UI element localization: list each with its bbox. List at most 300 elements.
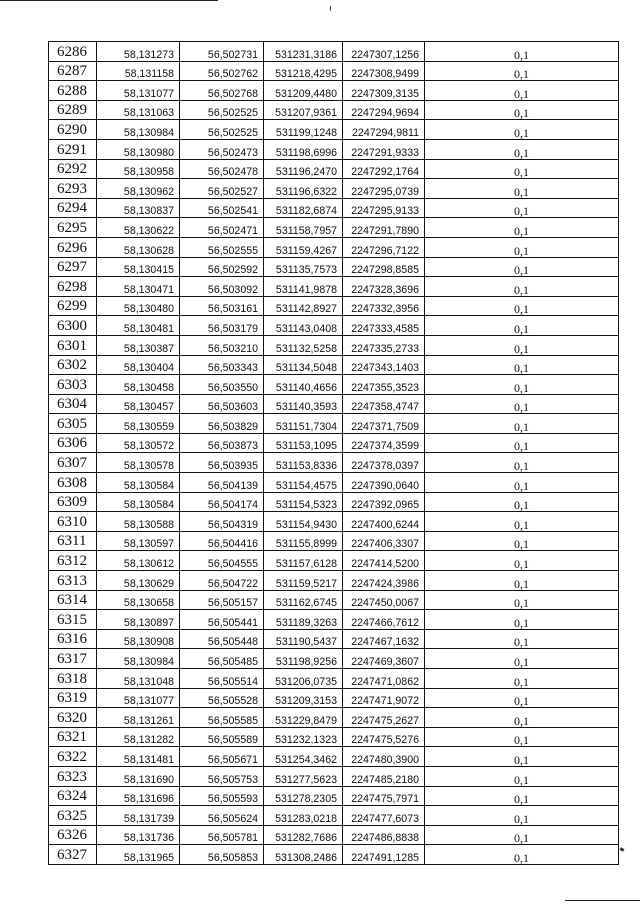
latitude-cell: 58,130578: [97, 453, 180, 473]
y-coordinate-cell: 2247480,3900: [343, 747, 425, 767]
longitude-cell: 56,502768: [180, 81, 264, 101]
latitude-cell: 58,130962: [97, 179, 180, 199]
longitude-cell: 56,505528: [180, 688, 264, 708]
point-number-cell: 6299: [49, 296, 97, 316]
accuracy-cell: 0,1: [425, 120, 619, 140]
latitude-cell: 58,130481: [97, 316, 180, 336]
accuracy-cell: 0,1: [425, 218, 619, 238]
y-coordinate-cell: 2247471,9072: [343, 688, 425, 708]
accuracy-cell: 0,1: [425, 629, 619, 649]
latitude-cell: 58,130597: [97, 531, 180, 551]
longitude-cell: 56,504555: [180, 551, 264, 571]
top-tick-mark: [330, 6, 331, 11]
point-number-cell: 6292: [49, 159, 97, 179]
table-row: [49, 825, 619, 845]
point-number-cell: 6312: [49, 551, 97, 571]
table-row: [49, 414, 619, 434]
y-coordinate-cell: 2247295,0739: [343, 179, 425, 199]
x-coordinate-cell: 531196,2470: [264, 159, 343, 179]
y-coordinate-cell: 2247308,9499: [343, 61, 425, 81]
x-coordinate-cell: 531140,3593: [264, 394, 343, 414]
latitude-cell: 58,131690: [97, 766, 180, 786]
latitude-cell: 58,131077: [97, 81, 180, 101]
accuracy-cell: 0,1: [425, 277, 619, 297]
point-number-cell: 6318: [49, 669, 97, 689]
point-number-cell: 6294: [49, 198, 97, 218]
latitude-cell: 58,130837: [97, 198, 180, 218]
x-coordinate-cell: 531162,6745: [264, 590, 343, 610]
y-coordinate-cell: 2247291,9333: [343, 139, 425, 159]
latitude-cell: 58,131077: [97, 688, 180, 708]
y-coordinate-cell: 2247343,1403: [343, 355, 425, 375]
y-coordinate-cell: 2247378,0397: [343, 453, 425, 473]
point-number-cell: 6322: [49, 747, 97, 767]
accuracy-cell: 0,1: [425, 610, 619, 630]
x-coordinate-cell: 531154,4575: [264, 473, 343, 493]
y-coordinate-cell: 2247332,3956: [343, 296, 425, 316]
table-row: [49, 708, 619, 728]
y-coordinate-cell: 2247296,7122: [343, 237, 425, 257]
accuracy-cell: 0,1: [425, 825, 619, 845]
accuracy-cell: 0,1: [425, 727, 619, 747]
point-number-cell: 6326: [49, 825, 97, 845]
y-coordinate-cell: 2247467,1632: [343, 629, 425, 649]
table-row: [49, 335, 619, 355]
point-number-cell: 6316: [49, 629, 97, 649]
latitude-cell: 58,130584: [97, 473, 180, 493]
latitude-cell: 58,130897: [97, 610, 180, 630]
x-coordinate-cell: 531154,9430: [264, 512, 343, 532]
longitude-cell: 56,505753: [180, 766, 264, 786]
y-coordinate-cell: 2247294,9694: [343, 100, 425, 120]
point-number-cell: 6301: [49, 335, 97, 355]
accuracy-cell: 0,1: [425, 845, 619, 865]
longitude-cell: 56,504416: [180, 531, 264, 551]
accuracy-cell: 0,1: [425, 453, 619, 473]
x-coordinate-cell: 531190,5437: [264, 629, 343, 649]
longitude-cell: 56,502525: [180, 120, 264, 140]
accuracy-cell: 0,1: [425, 492, 619, 512]
latitude-cell: 58,130572: [97, 433, 180, 453]
longitude-cell: 56,502478: [180, 159, 264, 179]
x-coordinate-cell: 531277,5623: [264, 766, 343, 786]
accuracy-cell: 0,1: [425, 296, 619, 316]
table-row: [49, 571, 619, 591]
latitude-cell: 58,130628: [97, 237, 180, 257]
accuracy-cell: 0,1: [425, 139, 619, 159]
point-number-cell: 6302: [49, 355, 97, 375]
x-coordinate-cell: 531157,6128: [264, 551, 343, 571]
point-number-cell: 6315: [49, 610, 97, 630]
accuracy-cell: 0,1: [425, 100, 619, 120]
point-number-cell: 6289: [49, 100, 97, 120]
latitude-cell: 58,130622: [97, 218, 180, 238]
table-row: [49, 355, 619, 375]
point-number-cell: 6308: [49, 473, 97, 493]
longitude-cell: 56,504174: [180, 492, 264, 512]
table-row: [49, 81, 619, 101]
x-coordinate-cell: 531159,5217: [264, 571, 343, 591]
accuracy-cell: 0,1: [425, 433, 619, 453]
accuracy-cell: 0,1: [425, 316, 619, 336]
accuracy-cell: 0,1: [425, 198, 619, 218]
y-coordinate-cell: 2247371,7509: [343, 414, 425, 434]
latitude-cell: 58,131282: [97, 727, 180, 747]
latitude-cell: 58,131158: [97, 61, 180, 81]
point-number-cell: 6324: [49, 786, 97, 806]
y-coordinate-cell: 2247309,3135: [343, 81, 425, 101]
latitude-cell: 58,131965: [97, 845, 180, 865]
latitude-cell: 58,130658: [97, 590, 180, 610]
table-row: [49, 806, 619, 826]
longitude-cell: 56,502541: [180, 198, 264, 218]
accuracy-cell: 0,1: [425, 669, 619, 689]
point-number-cell: 6296: [49, 237, 97, 257]
latitude-cell: 58,130415: [97, 257, 180, 277]
point-number-cell: 6319: [49, 688, 97, 708]
latitude-cell: 58,130984: [97, 649, 180, 669]
x-coordinate-cell: 531206,0735: [264, 669, 343, 689]
table-row: [49, 590, 619, 610]
longitude-cell: 56,502762: [180, 61, 264, 81]
y-coordinate-cell: 2247294,9811: [343, 120, 425, 140]
table-row: [49, 649, 619, 669]
y-coordinate-cell: 2247307,1256: [343, 42, 425, 62]
point-number-cell: 6325: [49, 806, 97, 826]
x-coordinate-cell: 531134,5048: [264, 355, 343, 375]
accuracy-cell: 0,1: [425, 766, 619, 786]
point-number-cell: 6323: [49, 766, 97, 786]
accuracy-cell: 0,1: [425, 179, 619, 199]
x-coordinate-cell: 531142,8927: [264, 296, 343, 316]
x-coordinate-cell: 531154,5323: [264, 492, 343, 512]
accuracy-cell: 0,1: [425, 42, 619, 62]
longitude-cell: 56,502471: [180, 218, 264, 238]
y-coordinate-cell: 2247358,4747: [343, 394, 425, 414]
latitude-cell: 58,131739: [97, 806, 180, 826]
latitude-cell: 58,131063: [97, 100, 180, 120]
table-row: [49, 394, 619, 414]
coordinates-table: [48, 41, 619, 865]
latitude-cell: 58,130958: [97, 159, 180, 179]
point-number-cell: 6286: [49, 42, 97, 62]
longitude-cell: 56,503829: [180, 414, 264, 434]
accuracy-cell: 0,1: [425, 512, 619, 532]
y-coordinate-cell: 2247400,6244: [343, 512, 425, 532]
longitude-cell: 56,503179: [180, 316, 264, 336]
longitude-cell: 56,505593: [180, 786, 264, 806]
point-number-cell: 6297: [49, 257, 97, 277]
y-coordinate-cell: 2247475,5276: [343, 727, 425, 747]
latitude-cell: 58,131261: [97, 708, 180, 728]
point-number-cell: 6291: [49, 139, 97, 159]
longitude-cell: 56,503343: [180, 355, 264, 375]
x-coordinate-cell: 531143,0408: [264, 316, 343, 336]
latitude-cell: 58,130584: [97, 492, 180, 512]
y-coordinate-cell: 2247392,0965: [343, 492, 425, 512]
accuracy-cell: 0,1: [425, 335, 619, 355]
y-coordinate-cell: 2247295,9133: [343, 198, 425, 218]
point-number-cell: 6317: [49, 649, 97, 669]
longitude-cell: 56,503935: [180, 453, 264, 473]
x-coordinate-cell: 531198,6996: [264, 139, 343, 159]
table-row: [49, 473, 619, 493]
point-number-cell: 6313: [49, 571, 97, 591]
accuracy-cell: 0,1: [425, 688, 619, 708]
table-row: [49, 277, 619, 297]
x-coordinate-cell: 531135,7573: [264, 257, 343, 277]
point-number-cell: 6288: [49, 81, 97, 101]
x-coordinate-cell: 531218,4295: [264, 61, 343, 81]
coordinates-table-body: [49, 42, 619, 865]
accuracy-cell: 0,1: [425, 551, 619, 571]
x-coordinate-cell: 531232,1323: [264, 727, 343, 747]
y-coordinate-cell: 2247475,2627: [343, 708, 425, 728]
y-coordinate-cell: 2247298,8585: [343, 257, 425, 277]
x-coordinate-cell: 531151,7304: [264, 414, 343, 434]
accuracy-cell: 0,1: [425, 414, 619, 434]
y-coordinate-cell: 2247469,3607: [343, 649, 425, 669]
point-number-cell: 6298: [49, 277, 97, 297]
longitude-cell: 56,503550: [180, 375, 264, 395]
accuracy-cell: 0,1: [425, 590, 619, 610]
longitude-cell: 56,505585: [180, 708, 264, 728]
longitude-cell: 56,505671: [180, 747, 264, 767]
longitude-cell: 56,503603: [180, 394, 264, 414]
table-row: [49, 316, 619, 336]
point-number-cell: 6287: [49, 61, 97, 81]
accuracy-cell: 0,1: [425, 747, 619, 767]
accuracy-cell: 0,1: [425, 531, 619, 551]
latitude-cell: 58,131273: [97, 42, 180, 62]
x-coordinate-cell: 531282,7686: [264, 825, 343, 845]
y-coordinate-cell: 2247475,7971: [343, 786, 425, 806]
y-coordinate-cell: 2247450,0067: [343, 590, 425, 610]
accuracy-cell: 0,1: [425, 257, 619, 277]
accuracy-cell: 0,1: [425, 571, 619, 591]
x-coordinate-cell: 531198,9256: [264, 649, 343, 669]
accuracy-cell: 0,1: [425, 649, 619, 669]
table-row: [49, 100, 619, 120]
latitude-cell: 58,130984: [97, 120, 180, 140]
x-coordinate-cell: 531155,8999: [264, 531, 343, 551]
point-number-cell: 6307: [49, 453, 97, 473]
x-coordinate-cell: 531182,6874: [264, 198, 343, 218]
latitude-cell: 58,130387: [97, 335, 180, 355]
point-number-cell: 6310: [49, 512, 97, 532]
y-coordinate-cell: 2247414,5200: [343, 551, 425, 571]
latitude-cell: 58,130629: [97, 571, 180, 591]
y-coordinate-cell: 2247466,7612: [343, 610, 425, 630]
table-row: [49, 531, 619, 551]
point-number-cell: 6306: [49, 433, 97, 453]
top-rule: [0, 0, 218, 1]
longitude-cell: 56,505448: [180, 629, 264, 649]
latitude-cell: 58,131696: [97, 786, 180, 806]
x-coordinate-cell: 531189,3263: [264, 610, 343, 630]
x-coordinate-cell: 531209,3153: [264, 688, 343, 708]
table-row: [49, 766, 619, 786]
table-row: [49, 688, 619, 708]
accuracy-cell: 0,1: [425, 159, 619, 179]
table-row: [49, 218, 619, 238]
x-coordinate-cell: 531159,4267: [264, 237, 343, 257]
latitude-cell: 58,131736: [97, 825, 180, 845]
x-coordinate-cell: 531141,9878: [264, 277, 343, 297]
y-coordinate-cell: 2247406,3307: [343, 531, 425, 551]
table-row: [49, 845, 619, 865]
y-coordinate-cell: 2247355,3523: [343, 375, 425, 395]
table-row: [49, 42, 619, 62]
table-row: [49, 629, 619, 649]
table-row: [49, 433, 619, 453]
point-number-cell: 6321: [49, 727, 97, 747]
latitude-cell: 58,130559: [97, 414, 180, 434]
bottom-rule: [565, 900, 640, 901]
latitude-cell: 58,130480: [97, 296, 180, 316]
latitude-cell: 58,130458: [97, 375, 180, 395]
longitude-cell: 56,502555: [180, 237, 264, 257]
x-coordinate-cell: 531158,7957: [264, 218, 343, 238]
y-coordinate-cell: 2247485,2180: [343, 766, 425, 786]
y-coordinate-cell: 2247292,1764: [343, 159, 425, 179]
y-coordinate-cell: 2247477,6073: [343, 806, 425, 826]
table-row: [49, 179, 619, 199]
accuracy-cell: 0,1: [425, 786, 619, 806]
longitude-cell: 56,505485: [180, 649, 264, 669]
table-row: [49, 453, 619, 473]
table-row: [49, 139, 619, 159]
x-coordinate-cell: 531308,2486: [264, 845, 343, 865]
accuracy-cell: 0,1: [425, 237, 619, 257]
longitude-cell: 56,505853: [180, 845, 264, 865]
latitude-cell: 58,130980: [97, 139, 180, 159]
longitude-cell: 56,503092: [180, 277, 264, 297]
y-coordinate-cell: 2247374,3599: [343, 433, 425, 453]
point-number-cell: 6293: [49, 179, 97, 199]
y-coordinate-cell: 2247333,4585: [343, 316, 425, 336]
accuracy-cell: 0,1: [425, 355, 619, 375]
table-row: [49, 120, 619, 140]
y-coordinate-cell: 2247335,2733: [343, 335, 425, 355]
table-row: [49, 257, 619, 277]
x-coordinate-cell: 531231,3186: [264, 42, 343, 62]
accuracy-cell: 0,1: [425, 473, 619, 493]
longitude-cell: 56,504139: [180, 473, 264, 493]
x-coordinate-cell: 531209,4480: [264, 81, 343, 101]
longitude-cell: 56,502592: [180, 257, 264, 277]
point-number-cell: 6303: [49, 375, 97, 395]
longitude-cell: 56,503210: [180, 335, 264, 355]
latitude-cell: 58,130612: [97, 551, 180, 571]
point-number-cell: 6311: [49, 531, 97, 551]
longitude-cell: 56,503161: [180, 296, 264, 316]
table-row: [49, 727, 619, 747]
table-row: [49, 786, 619, 806]
table-row: [49, 610, 619, 630]
table-row: [49, 198, 619, 218]
x-coordinate-cell: 531196,6322: [264, 179, 343, 199]
table-row: [49, 237, 619, 257]
x-coordinate-cell: 531132,5258: [264, 335, 343, 355]
accuracy-cell: 0,1: [425, 708, 619, 728]
table-row: [49, 296, 619, 316]
y-coordinate-cell: 2247424,3986: [343, 571, 425, 591]
table-row: [49, 159, 619, 179]
longitude-cell: 56,504722: [180, 571, 264, 591]
point-number-cell: 6320: [49, 708, 97, 728]
latitude-cell: 58,130457: [97, 394, 180, 414]
longitude-cell: 56,505781: [180, 825, 264, 845]
x-coordinate-cell: 531283,0218: [264, 806, 343, 826]
x-coordinate-cell: 531153,8336: [264, 453, 343, 473]
y-coordinate-cell: 2247491,1285: [343, 845, 425, 865]
table-row: [49, 375, 619, 395]
latitude-cell: 58,130588: [97, 512, 180, 532]
y-coordinate-cell: 2247291,7890: [343, 218, 425, 238]
x-coordinate-cell: 531207,9361: [264, 100, 343, 120]
latitude-cell: 58,130908: [97, 629, 180, 649]
longitude-cell: 56,505441: [180, 610, 264, 630]
longitude-cell: 56,505157: [180, 590, 264, 610]
point-number-cell: 6309: [49, 492, 97, 512]
longitude-cell: 56,504319: [180, 512, 264, 532]
x-coordinate-cell: 531140,4656: [264, 375, 343, 395]
point-number-cell: 6327: [49, 845, 97, 865]
table-row: [49, 551, 619, 571]
longitude-cell: 56,502527: [180, 179, 264, 199]
y-coordinate-cell: 2247328,3696: [343, 277, 425, 297]
longitude-cell: 56,502731: [180, 42, 264, 62]
point-number-cell: 6295: [49, 218, 97, 238]
accuracy-cell: 0,1: [425, 61, 619, 81]
table-row: [49, 492, 619, 512]
coordinates-table-wrapper: [48, 41, 619, 865]
point-number-cell: 6305: [49, 414, 97, 434]
x-coordinate-cell: 531254,3462: [264, 747, 343, 767]
margin-mark: [620, 847, 625, 852]
longitude-cell: 56,502525: [180, 100, 264, 120]
latitude-cell: 58,131048: [97, 669, 180, 689]
longitude-cell: 56,505514: [180, 669, 264, 689]
longitude-cell: 56,505624: [180, 806, 264, 826]
table-row: [49, 61, 619, 81]
point-number-cell: 6304: [49, 394, 97, 414]
y-coordinate-cell: 2247390,0640: [343, 473, 425, 493]
x-coordinate-cell: 531229,8479: [264, 708, 343, 728]
latitude-cell: 58,130404: [97, 355, 180, 375]
longitude-cell: 56,503873: [180, 433, 264, 453]
accuracy-cell: 0,1: [425, 806, 619, 826]
point-number-cell: 6300: [49, 316, 97, 336]
y-coordinate-cell: 2247471,0862: [343, 669, 425, 689]
accuracy-cell: 0,1: [425, 394, 619, 414]
latitude-cell: 58,131481: [97, 747, 180, 767]
table-row: [49, 669, 619, 689]
point-number-cell: 6314: [49, 590, 97, 610]
latitude-cell: 58,130471: [97, 277, 180, 297]
x-coordinate-cell: 531153,1095: [264, 433, 343, 453]
y-coordinate-cell: 2247486,8838: [343, 825, 425, 845]
x-coordinate-cell: 531278,2305: [264, 786, 343, 806]
accuracy-cell: 0,1: [425, 375, 619, 395]
table-row: [49, 747, 619, 767]
longitude-cell: 56,505589: [180, 727, 264, 747]
longitude-cell: 56,502473: [180, 139, 264, 159]
point-number-cell: 6290: [49, 120, 97, 140]
table-row: [49, 512, 619, 532]
x-coordinate-cell: 531199,1248: [264, 120, 343, 140]
